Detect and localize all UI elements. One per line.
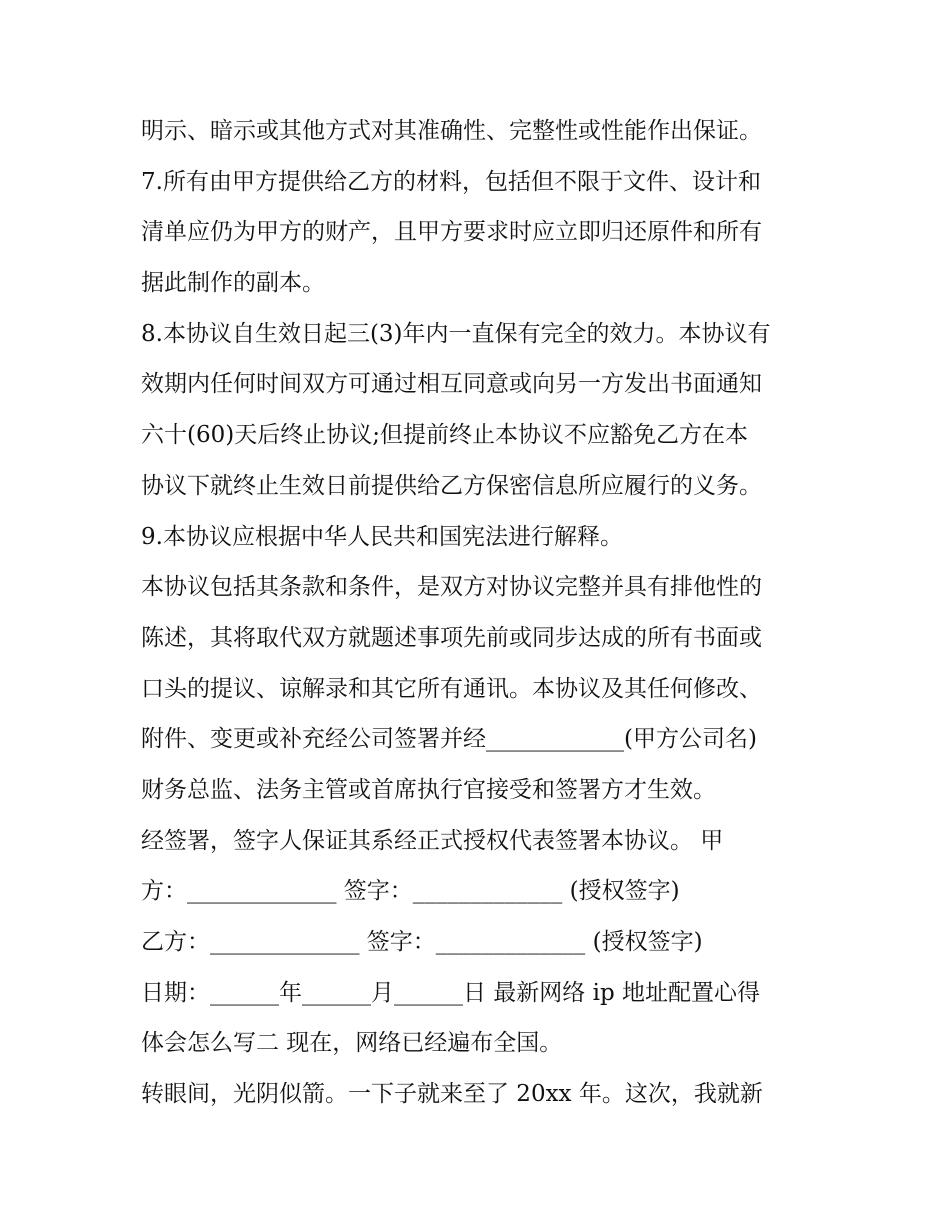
text-line: 转眼间，光阴似箭。一下子就来至了 20xx 年。这次，我就新	[141, 1081, 763, 1108]
text-line: 本协议包括其条款和条件，是双方对协议完整并具有排他性的	[141, 574, 762, 601]
text-line: 乙方：_____________ 签字：_____________ (授权签字)	[141, 929, 703, 955]
text-line: 附件、变更或补充经公司签署并经____________(甲方公司名)	[141, 726, 757, 753]
text-line: 财务总监、法务主管或首席执行官接受和签署方才生效。	[141, 776, 716, 803]
text-line: 7.所有由甲方提供给乙方的材料，包括但不限于文件、设计和	[141, 168, 761, 195]
text-line: 明示、暗示或其他方式对其准确性、完整性或性能作出保证。	[141, 118, 762, 144]
text-line: 经签署，签字人保证其系经正式授权代表签署本协议。 甲	[141, 827, 724, 854]
text-line: 日期：______年______月______日 最新网络 ip 地址配置心得	[141, 979, 761, 1006]
text-line: 体会怎么写二 现在，网络已经遍布全国。	[141, 1030, 563, 1057]
text-line: 六十(60)天后终止协议;但提前终止本协议不应豁免乙方在本	[141, 422, 748, 449]
text-line: 据此制作的副本。	[141, 270, 325, 297]
document-body	[141, 106, 821, 1120]
text-line: 口头的提议、谅解录和其它所有通讯。本协议及其任何修改、	[141, 675, 762, 702]
text-line: 8.本协议自生效日起三(3)年内一直保有完全的效力。本协议有	[141, 320, 771, 347]
text-line: 效期内任何时间双方可通过相互同意或向另一方发出书面通知	[141, 371, 762, 398]
text-line: 协议下就终止生效日前提供给乙方保密信息所应履行的义务。	[141, 472, 762, 499]
text-line: 陈述，其将取代双方就题述事项先前或同步达成的所有书面或	[141, 624, 762, 651]
text-line: 清单应仍为甲方的财产，且甲方要求时应立即归还原件和所有	[141, 219, 762, 246]
text-line: 9.本协议应根据中华人民共和国宪法进行解释。	[141, 523, 623, 550]
text-line: 方：_____________ 签字：_____________ (授权签字)	[141, 878, 680, 905]
